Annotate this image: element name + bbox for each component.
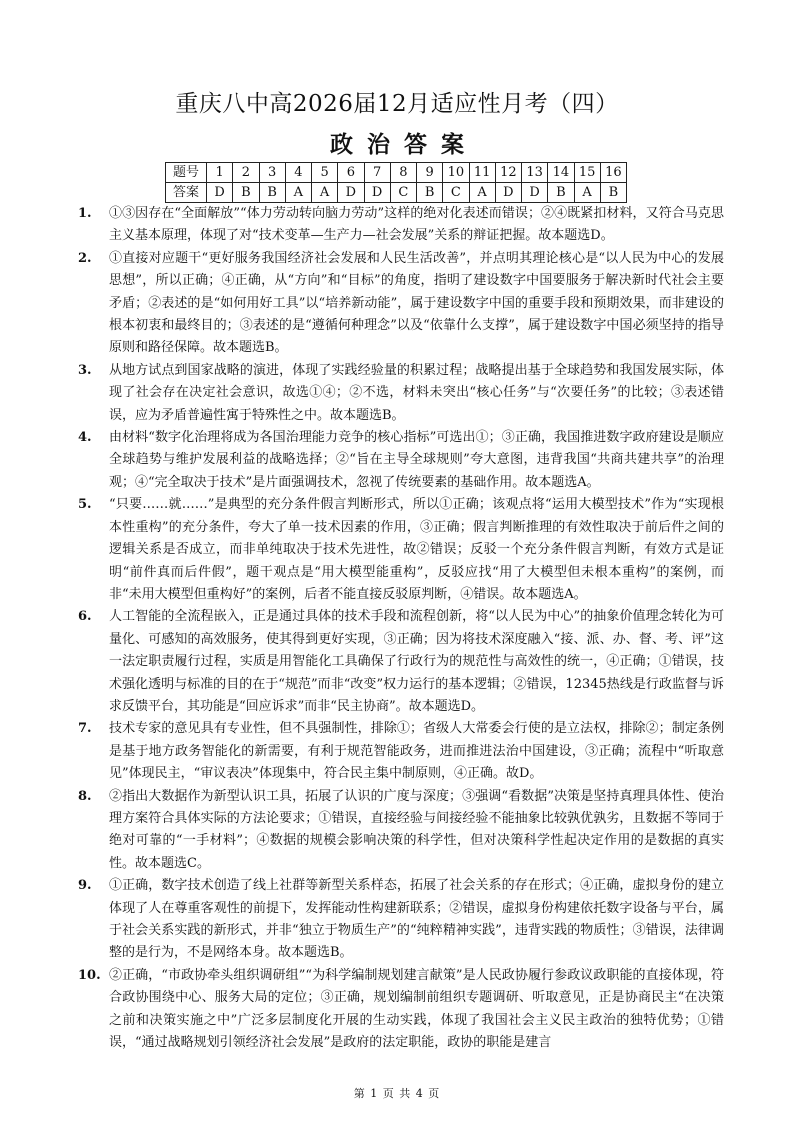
explanation-text: “只要……就……”是典型的充分条件假言判断形式，所以①正确；该观点将“运用大模型技术”作为“实现根本性重构”的充分条件，夸大了单一技术因素的作用，③正确；假言判断推理的有效性取决于前后件之间的逻辑关系是否成立，而非单纯取决于技术先进性，故②错误；反驳一个充分条件假言判断，有效方式是证明“前件真而后件假”，题干观点是“用大模型能重构”，反驳应找“用了大模型但未根本重构”的案例，而非“未用大模型但重构好”的案例，后者不能直接反驳原判断，④错误。故本题选A。 <box>109 497 724 602</box>
answer-cell: B <box>417 183 443 203</box>
question-explanation <box>78 786 724 876</box>
answer-cell: C <box>443 183 469 203</box>
answer-cell: B <box>233 183 259 203</box>
question-explanation <box>78 248 724 360</box>
question-number: 8. <box>78 788 92 804</box>
question-explanation <box>78 965 724 1055</box>
question-number-cell: 8 <box>390 163 416 183</box>
answer-table <box>165 162 627 203</box>
question-number: 2. <box>78 250 92 266</box>
answer-cell: A <box>574 183 600 203</box>
question-number-cell: 4 <box>285 163 311 183</box>
question-number-cell: 7 <box>364 163 390 183</box>
question-number: 9. <box>78 878 92 894</box>
question-number-cell: 15 <box>574 163 600 183</box>
question-number-cell: 12 <box>495 163 521 183</box>
answer-table-row-label: 答案 <box>166 183 207 203</box>
question-number: 7. <box>78 721 92 737</box>
explanation-text: 从地方试点到国家战略的演进，体现了实践经验量的积累过程；战略提出基于全球趋势和我国发展实际，体现了社会存在决定社会意识，故选①④；②不选，材料未突出“核心任务”与“次要任务”的比较；③表述错误，应为矛盾普遍性寓于特殊性之中。故本题选B。 <box>109 362 724 423</box>
question-explanation <box>78 718 724 785</box>
answer-cell: B <box>259 183 285 203</box>
answer-cell: A <box>312 183 338 203</box>
answer-cell: C <box>390 183 416 203</box>
answer-cell: D <box>364 183 390 203</box>
question-explanation <box>78 875 724 965</box>
question-number-cell: 14 <box>548 163 574 183</box>
explanation-text: ②正确，“市政协牵头组织调研组”“为科学编制规划建言献策”是人民政协履行参政议政职能的直接体现，符合政协围绕中心、服务大局的定位；③正确，规划编制前组织专题调研、听取意见，正是协商民主“在决策之前和决策实施之中”广泛多层制度化开展的生动实践，体现了我国社会主义民主政治的独特优势；①错误，“通过战略规划引领经济社会发展”是政府的法定职能，政协的职能是建言 <box>109 967 724 1051</box>
explanation-text: ①③因存在“全面解放”“体力劳动转向脑力劳动”这样的绝对化表述而错误；②④既紧扣材料，又符合马克思主义基本原理，体现了对“技术变革—生产力—社会发展”关系的辩证把握。故本题选D。 <box>109 206 724 244</box>
answer-cell: A <box>469 183 495 203</box>
answer-explanations <box>78 203 724 1054</box>
explanation-text: 技术专家的意见具有专业性，但不具强制性，排除①；省级人大常委会行使的是立法权，排除②；制定条例是基于地方政务智能化的新需要，有利于规范智能政务，进而推进法治中国建设，③正确；流程中“听取意见”体现民主，“审议表决”体现集中，符合民主集中制原则，④正确。故D。 <box>109 721 724 782</box>
explanation-text: ①正确，数字技术创造了线上社群等新型关系样态，拓展了社会关系的存在形式；④正确，虚拟身份的建立体现了人在尊重客观性的前提下，发挥能动性构建新联系；②错误，虚拟身份构建依托数字设备与平台，属于社会关系实践的新形式，并非“独立于物质生产”的“纯粹精神实践”，违背实践的物质性；③错误，法律调整的是行为，不是网络本身。故本题选B。 <box>109 878 724 961</box>
answer-table-number-row <box>166 163 627 183</box>
explanation-text: 由材料“数字化治理将成为各国治理能力竞争的核心指标”可选出①；③正确，我国推进数字政府建设是顺应全球趋势与维护发展利益的战略选择；②“旨在主导全球规则”夸大意图，违背我国“共商共建共享”的治理观；④“完全取决于技术”是片面强调技术，忽视了传统要素的基础作用。故本题选A。 <box>109 430 724 490</box>
question-number-cell: 1 <box>207 163 233 183</box>
question-number: 5. <box>78 497 92 513</box>
answer-cell: D <box>495 183 521 203</box>
question-number-cell: 11 <box>469 163 495 183</box>
question-explanation <box>78 427 724 494</box>
answer-cell: D <box>207 183 233 203</box>
question-number: 4. <box>78 430 92 446</box>
question-number: 6. <box>78 609 92 625</box>
answer-cell: B <box>600 183 626 203</box>
question-number: 3. <box>78 362 92 378</box>
question-explanation <box>78 360 724 427</box>
question-number-cell: 6 <box>338 163 364 183</box>
answer-cell: A <box>285 183 311 203</box>
answer-cell: D <box>522 183 548 203</box>
answer-table-answer-row <box>166 183 627 203</box>
explanation-text: 人工智能的全流程嵌入，正是通过具体的技术手段和流程创新，将“以人民为中心”的抽象价值理念转化为可量化、可感知的高效服务，使其得到更好实现，③正确；因为将技术深度融入“接、派、办、督、考、评”这一法定职责履行过程，实质是用智能化工具确保了行政行为的规范性与高效性的统一，④正确；①错误，技术强化透明与标准的目的在于“规范”而非“改变”权力运行的基本逻辑；②错误，12345热线是行政监督与诉求反馈平台，其功能是“回应诉求”而非“民主协商”。故本题选D。 <box>109 609 724 714</box>
answer-table-row-label: 题号 <box>166 163 207 183</box>
question-number-cell: 9 <box>417 163 443 183</box>
question-number-cell: 13 <box>522 163 548 183</box>
question-explanation <box>78 203 724 248</box>
question-explanation <box>78 494 724 606</box>
question-number-cell: 10 <box>443 163 469 183</box>
page-footer: 第 1 页 共 4 页 <box>353 1087 441 1100</box>
question-number-cell: 5 <box>312 163 338 183</box>
answer-cell: D <box>338 183 364 203</box>
question-number: 10. <box>78 967 101 983</box>
page-title: 重庆八中高2026届12月适应性月考（四） <box>175 91 619 117</box>
question-number-cell: 16 <box>600 163 626 183</box>
question-number: 1. <box>78 206 92 221</box>
explanation-text: ②指出大数据作为新型认识工具，拓展了认识的广度与深度；③强调“看数据”决策是坚持真理具体性、使治理方案符合具体实际的方法论要求；①错误，直接经验与间接经验不能抽象比较孰优孰劣，且数据不等同于绝对可靠的“一手材料”；④数据的规模会影响决策的科学性，但对决策科学性起决定作用的是数据的真实性。故本题选C。 <box>109 788 724 871</box>
question-number-cell: 2 <box>233 163 259 183</box>
question-explanation <box>78 606 724 718</box>
page-subtitle: 政治答案 <box>330 131 478 158</box>
answer-cell: B <box>548 183 574 203</box>
question-number-cell: 3 <box>259 163 285 183</box>
explanation-text: ①直接对应题干“更好服务我国经济社会发展和人民生活改善”，并点明其理论核心是“以人民为中心的发展思想”，所以正确；④正确，从“方向”和“目标”的角度，指明了建设数字中国要服务于解决新时代社会主要矛盾；②表述的是“如何用好工具”以“培养新动能”，属于建设数字中国的重要手段和预期效果，而非建设的根本初衷和最终目的；③表述的是“遵循何种理念”以及“依靠什么支撑”，属于建设数字中国必须坚持的指导原则和路径保障。故本题选B。 <box>109 250 724 356</box>
